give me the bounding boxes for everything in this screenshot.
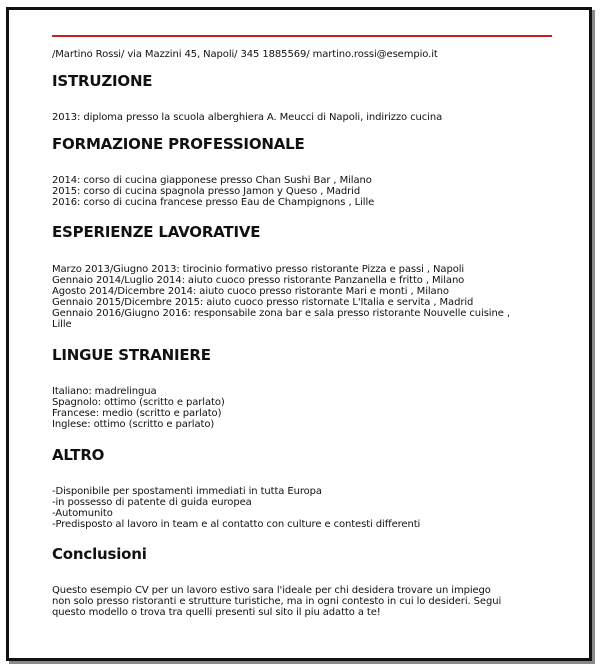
formazione-entries <box>52 175 374 208</box>
lingue-entry: Spagnolo: ottimo (scritto e parlato) <box>52 397 225 408</box>
section-title-altro: ALTRO <box>52 446 105 464</box>
contact-line: /Martino Rossi/ via Mazzini 45, Napoli/ 345 1885569/ martino.rossi@esempio.it <box>52 49 438 60</box>
altro-entry: -in possesso di patente di guida europea <box>52 497 252 508</box>
altro-entry: -Disponibile per spostamenti immediati in tutta Europa <box>52 486 322 497</box>
altro-entry: -Predisposto al lavoro in team e al contatto con culture e contesti differenti <box>52 519 421 530</box>
lingue-entry: Inglese: ottimo (scritto e parlato) <box>52 419 215 430</box>
section-title-istruzione: ISTRUZIONE <box>52 72 153 90</box>
altro-entry: -Automunito <box>52 508 113 519</box>
section-lingue <box>52 346 225 430</box>
esperienze-entry: Gennaio 2015/Dicembre 2015: aiuto cuoco presso ristornate L'Italia e servita , Madrid <box>52 297 474 308</box>
conclusioni-line: questo modello o trova tra quelli presenti sul sito il piu adatto a te! <box>52 607 381 618</box>
istruzione-entry: 2013: diploma presso la scuola alberghiera A. Meucci di Napoli, indirizzo cucina <box>52 112 443 123</box>
conclusioni-text <box>52 585 501 618</box>
esperienze-entry: Gennaio 2016/Giugno 2016: responsabile zona bar e sala presso ristorante Nouvelle cuisine , <box>52 308 510 319</box>
formazione-entry: 2015: corso di cucina spagnola presso Jamon y Queso , Madrid <box>52 186 361 197</box>
conclusioni-line: Questo esempio CV per un lavoro estivo sara l'ideale per chi desidera trovare un impiego <box>52 585 491 596</box>
lingue-entries <box>52 386 225 430</box>
section-altro <box>52 446 420 530</box>
altro-entries <box>52 486 420 530</box>
section-esperienze <box>52 223 510 330</box>
lingue-entry: Francese: medio (scritto e parlato) <box>52 408 222 419</box>
section-title-esperienze: ESPERIENZE LAVORATIVE <box>52 223 261 241</box>
section-title-formazione: FORMAZIONE PROFESSIONALE <box>52 135 305 153</box>
esperienze-entry: Gennaio 2014/Luglio 2014: aiuto cuoco presso ristorante Panzanella e fritto , Milano <box>52 275 465 286</box>
section-title-lingue: LINGUE STRANIERE <box>52 346 211 364</box>
esperienze-entry: Marzo 2013/Giugno 2013: tirocinio formativo presso ristorante Pizza e passi , Napoli <box>52 264 465 275</box>
section-formazione <box>52 135 374 208</box>
section-conclusioni <box>52 545 501 618</box>
esperienze-entries <box>52 264 510 330</box>
istruzione-entries <box>52 112 442 123</box>
lingue-entry: Italiano: madrelingua <box>52 386 157 397</box>
section-istruzione <box>52 72 442 123</box>
formazione-entry: 2016: corso di cucina francese presso Eau de Champignons , Lille <box>52 197 375 208</box>
section-title-conclusioni: Conclusioni <box>52 545 147 563</box>
formazione-entry: 2014: corso di cucina giapponese presso Chan Sushi Bar , Milano <box>52 175 372 186</box>
esperienze-entry: Lille <box>52 319 72 330</box>
conclusioni-line: non solo presso ristoranti e strutture turistiche, ma in ogni contesto in cui lo desideri. Segui <box>52 596 502 607</box>
esperienze-entry: Agosto 2014/Dicembre 2014: aiuto cuoco presso ristorante Mari e monti , Milano <box>52 286 449 297</box>
header-rule <box>52 35 552 37</box>
